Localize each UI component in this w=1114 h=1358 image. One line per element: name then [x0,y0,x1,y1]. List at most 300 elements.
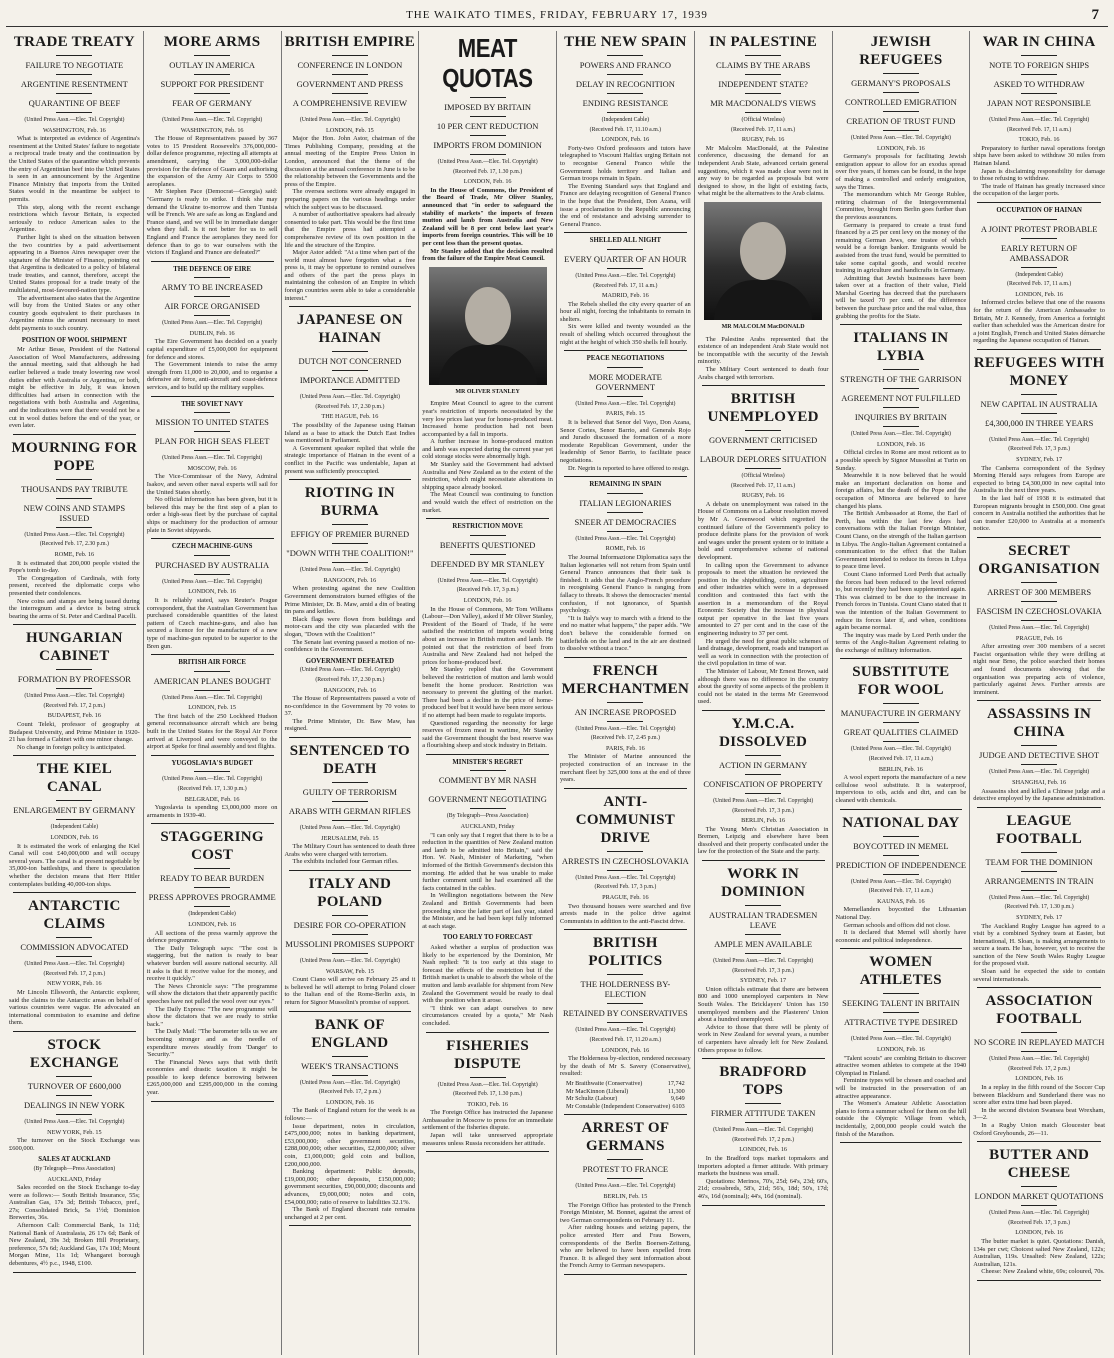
article [9,1036,140,1268]
headline-deck: "DOWN WITH THE COALITION!" [286,548,414,559]
wire-credit: (United Press Assn.—Elec. Tel. Copyright) [850,1036,951,1043]
article [285,33,416,302]
wire-credit: (Official Wireless) [741,117,785,123]
divider [607,1159,643,1160]
divider [1021,1205,1057,1206]
divider [332,915,368,916]
article-paragraph: The butter market is quiet. Quotations: Danish, 134s per cwt; Choicest salted New Zealand, 122s; Australian, 119s. Unsalted: New Zealand, 122s; Australian, 121s. [973,1237,1105,1268]
headline-deck: ASKED TO WITHDRAW [993,79,1085,89]
article-paragraph: Further light is shed on the situation between the two countries by a paid advertisement appearing in a Buenos Aires newspaper over the signature of the Minister of Finance, pointing out that Argentina is dedicated to a policy of bilateral trade treaties, and cannot, therefore, accept the United States proposal for a trade treaty of the multilateral, most-favoured-nation type. [9,233,140,295]
divider [1021,764,1057,765]
dateline: RANGOON, Feb. 16 [323,576,377,584]
vote-count: 11,300 [667,1087,685,1095]
article [285,1016,416,1222]
article-paragraph: The Government intends to raise the army strength from 11,000 to 20,000, and to organise a defensive air force, anti-aircraft and coast-defence services, and to build up the military supplies. [146,361,278,392]
article-paragraph: Advice to those that there will be plenty of work in New Zealand for several years, a number of carpenters have already left for New Zealand. Others propose to follow. [697,1023,829,1054]
headline-deck: DESIRE FOR CO-OPERATION [293,920,407,931]
article-paragraph: No change in foreign policy is anticipated. [17,743,126,751]
divider [607,1178,643,1179]
divider [745,905,781,906]
divider [977,700,1101,701]
headline-deck: ARREST OF 300 MEMBERS [987,587,1092,597]
divider [607,249,643,250]
article-paragraph: Yugoslavia is spending £3,000,000 more on armaments in 1939-40. [146,804,278,819]
wire-credit: (United Press Assn.—Elec. Tel. Copyright) [850,431,951,438]
wire-credit: (By Telegraph—Press Association) [446,813,529,820]
article-paragraph: He urged the need for great public schemes of land drainage, development, roads and transport as well as work in connection with the protection of the civil population in time of war. [697,637,829,668]
article-paragraph: The exhibits included four German rifles. [292,858,399,866]
headline-deck: THE HOLDERNESS BY-ELECTION [580,979,671,1000]
wire-credit: (United Press Assn.—Elec. Tel. Copyright) [850,878,951,885]
article-paragraph: The Foreign Office has instructed the Japanese Ambassador in Moscow to press for an immediate settlement of the fisheries dispute. [422,1109,553,1132]
dateline: LONDON, Feb. 16 [463,178,512,186]
divider [13,1272,136,1273]
article-paragraph: The British Ambassador at Rome, the Earl of Perth, has within the last few days had conversations with the Italian Foreign Minister, Count Ciano, on the strength of the Italian garrison in Libya. The Anglo-Italian Agreement contained a communication to the effect that the Italian Government intended to reduce its forces in Libya to peace time level. [835,510,967,571]
article-paragraph: A Government speaker replied that while the strategic importance of Hainan in the event of a conflict in the Pacific was undeniable, Japan at present was sufficiently preoccupied. [284,444,416,475]
received-time: (Received Feb. 17, 11 a.m.) [593,282,658,289]
wire-credit: (United Press Assn.—Elec. Tel. Copyright) [24,693,125,700]
received-time: (Received Feb. 17, 3 p.m.) [1008,446,1071,453]
divider [883,993,919,994]
divider [745,430,781,431]
dateline: SYDNEY, Feb. 17 [740,977,787,985]
dateline: LONDON, Feb. 16 [876,1045,925,1053]
wire-credit: (United Press Assn.—Elec. Tel. Copyright) [299,667,400,674]
divider [56,1114,92,1115]
received-time: (Received Feb. 17, 11.10 a.m.) [589,126,662,133]
article-headline: JEWISH REFUGEES [859,34,943,68]
article-paragraph: The News Chronicle says: "The programme will show the dictators that their apparently pacific speeches have not pulled the wool over our eyes." [146,982,278,1005]
vote-count: 6103 [672,1102,685,1110]
dateline: ROME, Feb. 16 [605,545,646,553]
article [147,401,278,535]
divider [745,112,781,113]
headline-deck: GOVERNMENT AND PRESS [296,79,404,89]
headline-deck: AGREEMENT NOT FULFILLED [841,393,961,404]
headline-deck: LABOUR DEPLORES SITUATION [699,454,827,465]
headline-deck: SUPPORT FOR PRESIDENT [160,79,264,89]
divider [289,1011,412,1012]
result-row [566,1080,685,1088]
article-paragraph: "I can only say that I regret that there is to be a reduction in the quantities of New Zealand mutton and lamb to be admitted into Britain," said the Hon. W. Nash, Minister of Marketing, "when informed of the British Government's decision this morning. He added that he was unable to make further comment until he had examined all the facts contained in the cables. [422,831,553,892]
article-paragraph: The House of Representatives passed by 367 votes to 15 President Roosevelt's 376,000,000-dollar defence programme, rejecting all attempts at amendment, carrying the 3,000,000-dollar provision for the defence of Guam and authorising the expansion of the Army Air Corps to 5500 aeroplanes. [146,135,278,188]
headline-deck: AIR FORCE ORGANISED [164,301,260,312]
headline-deck: ENDING RESISTANCE [582,98,669,108]
article [285,875,416,1007]
divider [607,721,643,722]
divider [194,671,230,672]
divider [151,755,274,756]
article-headline: ARREST OF GERMANS [581,1120,670,1155]
article-paragraph: The Canberra correspondent of the Sydney Morning Herald says refugees from Europe are expected to bring £4,300,000 in new capital into Australia in the next three years. [973,464,1105,495]
article-paragraph: The Holderness by-election, rendered necessary by the death of Mr S. Savery (Conservative), resulted: [560,1055,691,1078]
divider [745,1122,781,1123]
article-headline: IN PALESTINE [709,34,818,50]
dateline: LONDON, Feb. 16 [876,440,925,448]
divider [977,807,1101,808]
divider [702,1058,825,1059]
received-time: (Received Feb. 17, 3 p.m.) [732,807,795,814]
divider [194,112,230,113]
divider [426,518,549,519]
article-paragraph: It is estimated the work of enlarging the Kiel Canal will cost £40,000,000 and will occupy several years. The canal is at present negotiable by 35,000-ton battleships, and there is speculation whether the decision means that Herr Hitler contemplates building 40,000-ton ships. [9,842,140,888]
wire-credit: (Independent Cable) [601,117,650,123]
wire-credit: (United Press Assn.—Elec. Tel. Copyright) [575,1183,676,1190]
headline-deck: MR MACDONALD'S VIEWS [710,98,816,108]
headline-deck: JUDGE AND DETECTIVE SHOT [979,750,1100,761]
headline-deck: QUARANTINE OF BEEF [28,98,121,108]
headline-deck: OUTLAY IN AMERICA [169,60,256,70]
wire-credit: (Independent Cable) [188,911,236,918]
headline-deck: ARABS WITH GERMAN RIFLES [288,806,411,817]
article-headline: STOCK EXCHANGE [29,1036,119,1071]
article-headline: ANTARCTIC CLAIMS [28,898,121,933]
divider [1021,112,1057,113]
dateline: ROME, Feb. 16 [54,550,95,558]
article-headline: ASSOCIATION FOOTBALL [985,993,1093,1028]
article-paragraph: It is believed that Senor del Vayo, Don Azana, Senor Cortes, Senor Barrio, and Generals Rojo and Jurado discussed the formation of a more moderate Republican Government, under the leadership of Senor Barrio, to facilitate peace negotiations. [560,419,691,464]
dateline: LONDON, Feb. 16 [601,1046,650,1054]
headline-deck: DELAY IN RECOGNITION [575,79,675,89]
wire-credit: (United Press Assn.—Elec. Tel. Copyright) [24,1118,125,1125]
headline-deck: 10 PER CENT REDUCTION [436,121,539,131]
dateline: LONDON, Feb. 16 [50,834,99,842]
divider [332,93,368,94]
article [560,793,691,926]
article-paragraph: Sales recorded on the Stock Exchange to-day were as follows:— South British Insurance, 55s; Australian Gas, 17s 3d; British Tobacco, pref., 27s; Consolidated Brick, 5s 1½d; Dominion Breweries, 36s. [9,1184,140,1222]
received-time: (Received Feb. 17, 2 p.m.) [43,970,106,977]
headline-deck: FIRMER ATTITUDE TAKEN [710,1108,816,1119]
wire-credit: (United Press Assn.—Elec. Tel. Copyright) [575,535,676,542]
article-paragraph: A number of authoritative speakers had already consented to take part. This would be the first time that the Empire press had attempted a comprehensive review of its own position in the life and the structure of the Empire. [284,211,416,249]
article-paragraph: The oversea sections were already engaged in preparing papers on the various headings under which the subject was to be discussed. [284,188,416,211]
article-headline: FISHERIES DISPUTE [446,1037,529,1072]
dateline: BERLIN, Feb. 16 [878,765,923,773]
headline-deck: GUILTY OF TERRORISM [302,787,397,798]
article [698,1063,829,1200]
divider [564,1274,687,1275]
headline-deck: RETAINED BY CONSERVATIVES [563,1008,688,1019]
wire-credit: (United Press Assn.—Elec. Tel. Copyright) [162,455,263,462]
divider [194,574,230,575]
divider [56,669,92,670]
headline-deck: DUTCH NOT CONCERNED [298,356,402,367]
divider [56,937,92,938]
article-paragraph: The Palestine Arabs represented that the existence of an independent Arab State would not be incompatible with the security of the Jewish minority. [697,335,829,366]
dateline: BERLIN, Feb. 16 [741,817,786,825]
article-paragraph: Mr Stanley replied that the Government believed the restriction of mutton and lamb would benefit the home producer. Restriction was necessary to prevent the glutting of the market. There had been a decline in the price of home-produced beef but it would have been more serious if no attempt had been made to regulate imports. [422,666,553,719]
section-heading: PEACE NEGOTIATIONS [586,355,665,363]
headline-deck: CONFISCATION OF PROPERTY [703,778,823,789]
wire-credit: (United Press Assn.—Elec. Tel. Copyright) [162,320,263,327]
divider [56,1076,92,1077]
divider [332,524,368,525]
received-time: (Received Feb. 17, 2.30 p.m.) [39,541,109,548]
headline-deck: INQUIRIES BY BRITAIN [854,412,947,423]
dateline: LONDON, Feb. 16 [463,597,512,604]
dateline: MOSCOW, Feb. 16 [187,464,237,472]
article-headline: BRADFORD TOPS [719,1064,807,1099]
divider [289,479,412,480]
divider [607,493,643,494]
dateline: RUGBY, Feb. 16 [741,492,785,500]
divider [564,788,687,789]
headline-deck: COMMISSION ADVOCATED [20,942,129,953]
vote-count: 17,742 [667,1079,685,1087]
article [836,33,967,320]
divider [745,93,781,94]
divider [151,1101,274,1102]
divider [426,754,549,755]
article-paragraph: The possibility of the Japanese using Hainan Island as a base to attack the Dutch East Indies was mentioned in Parliament. [284,422,416,445]
headline-deck: POWERS AND FRANCO [579,60,671,70]
dateline: LONDON, Feb. 16 [876,144,925,152]
article-paragraph: Forty-two Oxford professors and tutors have telegraphed to Viscount Halifax urging Britain not to recognise General Franco while the Government holds territory and Italian and German troops remain in Spain. [560,144,691,183]
divider [56,956,92,957]
divider [470,135,506,136]
article [560,934,691,1110]
wire-credit: (Official Wireless) [741,473,785,480]
headline-deck: MORE MODERATE GOVERNMENT [588,371,662,392]
article-headline: ITALY AND POLAND [308,876,392,911]
headline-deck: IMPORTANCE ADMITTED [299,375,400,386]
divider [470,554,506,555]
headline-deck: AUSTRALIAN TRADESMEN LEAVE [709,910,818,931]
wire-credit: (United Press Assn.—Elec. Tel. Copyright) [162,694,263,701]
headline-deck: ARGENTINE RESENTMENT [20,79,128,89]
article-paragraph: The Daily Mail: "The barometer tells us we are becoming stronger and as the needle of expenditure moves steadily from 'Danger' to 'Security.'" [146,1028,278,1059]
article-paragraph: Assassins shot and killed a Chinese judge and a detective employed by the Japanese administration. [973,787,1105,803]
received-time: (Received Feb. 17, 2.30 p.m.) [315,676,385,683]
article [9,629,140,751]
divider [607,974,643,975]
wire-credit: (United Press Assn.—Elec. Tel. Copyright) [162,578,263,585]
article-paragraph: "Talent scouts" are combing Britain to discover attractive women athletes to compete at the 1940 Olympiad in Finland. [835,1054,967,1077]
sub-section-heading: GOVERNMENT DEFEATED [305,657,395,665]
divider [745,953,781,954]
article-paragraph: Mr Arthur Besse, President of the National Association of Wool Manufacturers, addressing the annual meeting, said that although he had earlier believed a trade treaty lowering raw wool duties either with Australia or Argentina, or both, might be effective in July, it was known difficulties had arisen in connection with the negotiations with both Australia and Argentina, and the indications were that there would not be a cut in wool duties before the end of the year, or even later. [9,346,140,430]
divider [194,315,230,316]
section-heading: CZECH MACHINE-GUNS [171,543,253,551]
headline-deck: SNEER AT DEMOCRACIES [574,516,677,527]
article-paragraph: Germany's proposals for facilitating Jewish emigration appear to allow for an exodus spread over five years, if homes can be found, in the hope of making a controlled and orderly emigration, says the Times. [835,153,967,191]
divider [745,468,781,469]
divider [1021,55,1057,56]
article [285,742,416,866]
article [973,705,1105,802]
wire-credit: (Independent Cable) [1015,271,1063,278]
divider [745,793,781,794]
article [422,523,553,750]
article-paragraph: The memorandum which Mr George Rublee, retiring chairman of the Intergovernmental Committee, brought from Berlin goes further than the previous assurances. [835,191,967,221]
divider [564,929,687,930]
article [422,1037,553,1148]
candidate-name: Mr Braithwaite (Conservative) [566,1079,643,1087]
article-paragraph: The Meat Council was continuing to function and would watch the effect of restriction on the market. [422,491,553,514]
divider [1021,413,1057,414]
dateline: LONDON, Feb. 16 [1015,1229,1064,1237]
divider [564,350,687,351]
article-paragraph: The House of Representatives passed a vote of no-confidence in the Government by 70 votes to 37. [284,695,416,718]
dateline: NEW YORK, Feb. 15 [47,1128,102,1136]
divider [607,1022,643,1023]
divider [470,770,506,771]
headline-deck: GOVERNMENT CRITICISED [709,435,818,446]
divider [702,385,825,386]
article-headline: BUTTER AND CHEESE [989,1147,1090,1182]
divider [745,55,781,56]
wire-credit: (United Press Assn.—Elec. Tel. Copyright) [299,117,400,123]
dateline: LONDON, Feb. 16 [325,1098,374,1106]
article-paragraph: Major the Hon. John Astor, chairman of the Times Publishing Company, presiding at the annual meeting of the Empire Press Union in London, announced that the theme of the discussion at the annual conference in June is to be the relationship between the Governments and the press of the Empire. [284,135,416,188]
received-time: (Received Feb. 17, 2.30 p.m.) [315,403,385,410]
divider [332,74,368,75]
wire-credit: (United Press Assn.—Elec. Tel. Copyright) [989,436,1090,443]
divider [151,654,274,655]
article-paragraph: Dr. Negrin is reported to have offered to resign. [568,464,690,472]
divider [745,449,781,450]
divider [470,789,506,790]
divider [883,855,919,856]
article-paragraph: The inquiry was made by Lord Perth under the terms of the Anglo-Italian Agreement relating to the exchange of military information. [835,631,967,654]
dateline: WASHINGTON, Feb. 16 [180,126,244,134]
article [285,311,416,475]
article [147,828,278,1096]
article-paragraph: The turnover on the Stock Exchange was £600,000. [9,1137,140,1152]
article-paragraph: In the Bradford tops market topmakers and importers adopted a firmer attitude. With primary markets the business was small. [697,1154,829,1178]
divider [607,870,643,871]
column-4 [419,31,557,1355]
dateline: LONDON, Feb. 16 [1015,1075,1064,1083]
wire-credit: (United Press Assn.—Elec. Tel. Copyright) [713,1127,814,1134]
article-headline: LEAGUE FOOTBALL [996,812,1082,847]
dateline: LONDON, Feb. 16 [1015,290,1064,298]
dateline: LONDON, Feb. 16 [188,921,237,928]
section-heading: OCCUPATION OF HAINAN [996,206,1082,214]
article-paragraph: The Young Men's Christian Association in Bremen, Leipzig and elsewhere have been dissolved and their property confiscated under the law for the protection of the State and the party. [697,825,829,856]
divider [470,97,506,98]
article [973,354,1105,533]
dateline: PRAGUE, Feb. 16 [602,894,649,902]
section-heading: YUGOSLAVIA'S BUDGET [171,759,253,767]
wire-credit: (United Press Assn.—Elec. Tel. Copyright) [575,725,676,732]
headline-deck: GOVERNMENT NEGOTIATING [428,794,547,805]
received-time: (Received Feb. 17, 2 p.m.) [1008,1065,1071,1072]
divider [607,512,643,513]
divider [194,55,230,56]
headline-deck: EVERY QUARTER OF AN HOUR [564,253,687,264]
article-paragraph: In Wellington negotiations between the New Zealand and British Governments had been proceeding since the latter part of last year, stated the Minister, and he had been kept fully informed at each stage. [422,892,553,930]
divider [332,782,368,783]
headline-deck: THOUSANDS PAY TRIBUTE [21,483,128,494]
divider [289,1225,412,1226]
dateline: THE HAGUE, Feb. 16 [321,413,379,421]
article-paragraph: Feminine types will be chosen and coached and will be instructed in the preservation of an attractive appearance. [835,1077,967,1100]
article-paragraph: In a Rugby Union match Gloucester beat Oxford Greyhounds, 26—11. [973,1122,1105,1137]
dateline: LONDON, Feb. 16 [601,136,650,144]
divider [56,93,92,94]
received-time: (Received Feb. 17, 11.20 a.m.) [589,1037,662,1043]
article-paragraph: In the second division Swansea beat Wrexham, 3—2. [973,1106,1105,1122]
headline-deck: GERMANY'S PROPOSALS [851,78,951,88]
article-paragraph: When protesting against the new Coalition Government demonstrators burned effigies of the Prime Minister, Dr. B. Maw, amid a din of beating tin pans and kettles. [284,585,416,616]
article-paragraph: The Minister of Marine announced the projected construction of an increase in the merchant fleet by 325,000 tons at the end of three years. [560,753,691,784]
article [836,953,967,1138]
article [560,237,691,346]
photo-caption: MR OLIVER STANLEY [455,388,520,395]
article [698,390,829,706]
divider [840,948,963,949]
dateline: WARSAW, Feb. 15 [325,967,374,975]
divider [194,771,230,772]
article-headline: BRITISH UNEMPLOYED [707,391,819,426]
received-time: (Received Feb. 17, 1.30 p.m.) [177,786,247,793]
portrait-coat [439,345,537,385]
headline-deck: MISSION TO UNITED STATES [155,417,269,428]
received-time: (Received Feb. 17, 3 p.m.) [732,967,795,974]
wire-credit: (United Press Assn.—Elec. Tel. Copyright) [989,894,1090,901]
received-time: (Received Feb. 17, 11 a.m.) [1007,281,1072,288]
article-headline: ANTI-COMMUNIST DRIVE [575,793,676,846]
article [973,992,1105,1137]
divider [1021,238,1057,239]
article [147,659,278,751]
divider [745,1103,781,1104]
divider [151,823,274,824]
received-time: (Received Feb. 17, 1.30 p.m.) [453,1091,523,1098]
divider [840,1142,963,1143]
divider [1021,890,1057,891]
divider [56,112,92,113]
divider [56,800,92,801]
divider [702,860,825,861]
headline-deck: BENEFITS QUESTIONED [439,539,536,550]
wire-credit: (United Press Assn.—Elec. Tel. Copyright) [989,1056,1090,1063]
sub-section-heading: TOO EARLY TO FORECAST [442,934,533,942]
divider [977,349,1101,350]
portrait-photo [704,202,822,320]
divider [883,836,919,837]
article-headline: TRADE TREATY [13,34,135,50]
divider [13,1031,136,1032]
divider [745,755,781,756]
wire-credit: (United Press Assn.—Elec. Tel. Copyright) [24,961,125,968]
sub-section-heading: POSITION OF WOOL SHIPMENT [21,336,127,344]
divider [332,543,368,544]
received-time: (Received Feb. 17, 11 a.m.) [1007,126,1072,133]
article-paragraph: The Journal Informazione Diplomatica says the Italian legionaries will not return from Spain until General Franco announces that their task is finished. It adds that the Anglo-French procedure in recognising General Franco is ranging from fallacy to threats. It shows the democracies' mental confusion, if not ignorance, of Spanish psychology. [560,553,691,615]
dateline: JERUSALEM, Feb. 15 [321,834,379,842]
article-paragraph: Six were killed and twenty wounded as the result of shelling which occurred throughout the night at the height of which 350 shells fell hourly. [560,323,691,346]
dateline: BERLIN, Feb. 15 [603,1192,648,1200]
divider [883,369,919,370]
election-results [566,1080,685,1110]
divider [883,130,919,131]
divider [194,277,230,278]
dateline: TOKIO, Feb. 16 [1018,136,1060,144]
article-headline: JAPANESE ON HAINAN [296,312,403,347]
divider [607,93,643,94]
divider [194,690,230,691]
divider [883,426,919,427]
divider [840,809,963,810]
divider [332,801,368,802]
article-paragraph: Asked whether a surplus of production was likely to be experienced by the Dominion, Mr Nash replied: "It is too early at this stage to forecast the effects of the restriction but if the British market is unable to absorb the whole of the mutton and lamb available for shipment from New Zealand the Government would be ready to deal with the position when it arose. [422,943,553,1005]
section-heading: MINISTER'S REGRET [452,758,523,766]
article-paragraph: This step, along with the recent exchange restrictions which favour Britain, is expected seriously to reduce American sales to the Argentine. [9,203,140,234]
article-headline: WORK IN DOMINION [721,866,806,901]
wire-credit: (United Press Assn.—Elec. Tel. Copyright) [850,135,951,141]
